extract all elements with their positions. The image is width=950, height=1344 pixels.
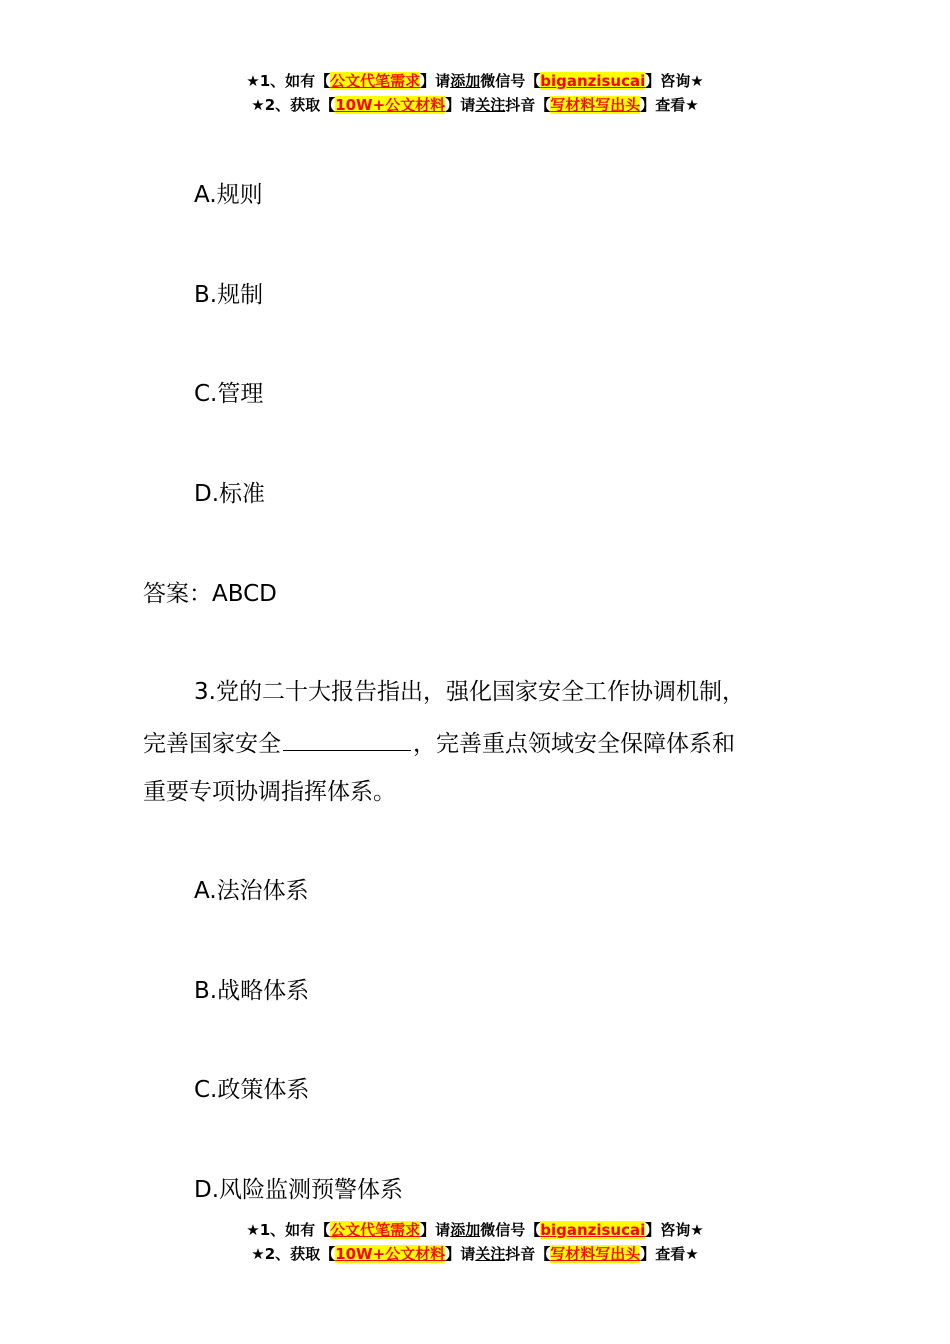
banner-text: 】查看★ bbox=[640, 1245, 699, 1263]
option-b: B.战略体系 bbox=[194, 978, 310, 1004]
option-b: B.规制 bbox=[194, 282, 264, 308]
fill-in-blank bbox=[283, 726, 411, 751]
banner-highlight: 公文代笔需求 bbox=[330, 72, 421, 90]
banner-line-2 bbox=[0, 93, 950, 117]
banner-text: 】咨询★ bbox=[645, 72, 704, 90]
question-text: ，完善重点领域安全保障体系和 bbox=[413, 731, 735, 757]
option-c: C.管理 bbox=[194, 381, 264, 407]
question-3-line-1: 3.党的二十大报告指出，强化国家安全工作协调机制， bbox=[194, 679, 745, 705]
answer: 答案：ABCD bbox=[143, 581, 277, 607]
question-3-line-2 bbox=[143, 726, 735, 760]
banner-highlight: 公文代笔需求 bbox=[330, 1221, 421, 1239]
option-a: A.法治体系 bbox=[194, 878, 309, 904]
footer-banner bbox=[0, 1218, 950, 1266]
banner-underline: 关注 bbox=[475, 1245, 506, 1263]
banner-underline: 添加 bbox=[450, 72, 481, 90]
banner-underline: 关注 bbox=[475, 96, 506, 114]
option-d: D.标准 bbox=[194, 481, 266, 507]
banner-text: ★2、获取【 bbox=[251, 1245, 336, 1263]
banner-text: 】请 bbox=[420, 1221, 451, 1239]
header-banner bbox=[0, 69, 950, 117]
banner-text: ★1、如有【 bbox=[246, 1221, 331, 1239]
banner-line-2 bbox=[0, 1242, 950, 1266]
banner-wechat-id: biganzisucai bbox=[540, 72, 646, 90]
banner-text: ★1、如有【 bbox=[246, 72, 331, 90]
banner-text: 抖音【 bbox=[505, 1245, 551, 1263]
banner-text: ★2、获取【 bbox=[251, 96, 336, 114]
banner-text: 】请 bbox=[445, 1245, 476, 1263]
banner-text: 】请 bbox=[445, 96, 476, 114]
banner-text: 】咨询★ bbox=[645, 1221, 704, 1239]
banner-underline: 添加 bbox=[450, 1221, 481, 1239]
option-c: C.政策体系 bbox=[194, 1077, 310, 1103]
banner-text: 】查看★ bbox=[640, 96, 699, 114]
banner-line-1 bbox=[0, 69, 950, 93]
banner-text: 微信号【 bbox=[480, 1221, 541, 1239]
banner-text: 抖音【 bbox=[505, 96, 551, 114]
banner-douyin-id: 写材料写出头 bbox=[550, 96, 641, 114]
banner-text: 微信号【 bbox=[480, 72, 541, 90]
banner-highlight: 10W+公文材料 bbox=[335, 96, 446, 114]
option-a: A.规则 bbox=[194, 182, 263, 208]
banner-text: 】请 bbox=[420, 72, 451, 90]
question-text: 完善国家安全 bbox=[143, 731, 281, 757]
question-3-line-3: 重要专项协调指挥体系。 bbox=[143, 779, 396, 805]
banner-douyin-id: 写材料写出头 bbox=[550, 1245, 641, 1263]
banner-highlight: 10W+公文材料 bbox=[335, 1245, 446, 1263]
banner-line-1 bbox=[0, 1218, 950, 1242]
option-d: D.风险监测预警体系 bbox=[194, 1177, 404, 1203]
banner-wechat-id: biganzisucai bbox=[540, 1221, 646, 1239]
